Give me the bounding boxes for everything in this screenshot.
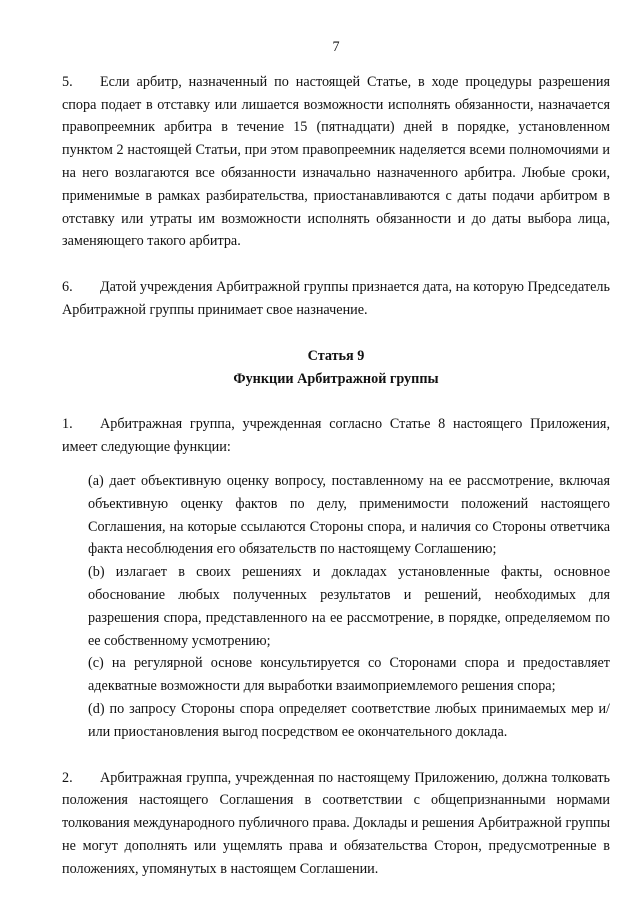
paragraph-number: 5. (62, 73, 73, 90)
function-list (62, 470, 610, 744)
list-item: (b) излагает в своих решениях и докладах установленные факты, основное обоснование любых полученных результатов и решений, необходимых для разрешения спора, представленного на ее рассмотрение, в порядке, определяемом по ее собственному усмотрению; (88, 564, 610, 649)
article-title: Статья 9 (307, 347, 365, 364)
list-item: (a) дает объективную оценку вопросу, поставленному на ее рассмотрение, включая объективную оценку фактов по делу, применимости положений настоящего Соглашения, на которые ссылаются Стороны спора, и наличия со Стороны ответчика факта несоблюдения его обязательств по настоящему Соглашению; (88, 472, 610, 558)
paragraph-5 (62, 71, 610, 253)
paragraph-number: 1. (62, 416, 73, 433)
paragraph-number: 2. (62, 769, 73, 786)
paragraph-text: Арбитражная группа, учрежденная согласно Статье 8 настоящего Приложения, имеет следующие функции: (62, 416, 610, 456)
paragraph-text: Датой учреждения Арбитражной группы признается дата, на которую Председатель Арбитражной группы принимает свое назначение. (62, 279, 610, 318)
article-heading (62, 345, 610, 391)
paragraph-number: 6. (62, 279, 73, 296)
paragraph-6 (62, 276, 610, 322)
list-item: (d) по запросу Стороны спора определяет соответствие любых принимаемых мер и/или приостановления выгод посредством ее окончательного доклада. (88, 700, 610, 740)
paragraph-text: Арбитражная группа, учрежденная по настоящему Приложению, должна толковать положения настоящего Соглашения в соответствии с общепризнанными нормами толкования международного публичного права. Доклады и решения Арбитражной группы не могут дополнять или ущемлять права и обязательства Сторон, предусмотренные в положениях, упомянутых в настоящем Соглашении. (62, 769, 610, 877)
paragraph-text: Если арбитр, назначенный по настоящей Статье, в ходе процедуры разрешения спора подает в отставку или лишается возможности исполнять обязанности, назначается правопреемник арбитра в течение 15 (пятнадцати) дней в порядке, установленном пунктом 2 настоящей Статьи, при этом правопреемник наделяется всеми полномочиями и на него возлагаются все обязанности изначально назначенного арбитра. Любые сроки, применимые в рамках разбирательства, приостанавливаются с даты подачи арбитром в отставку или утраты им возможности исполнять обязанности и до даты выбора лица, заменяющего такого арбитра. (62, 73, 610, 250)
article-subtitle: Функции Арбитражной группы (233, 370, 439, 387)
article-paragraph-1 (62, 413, 610, 459)
page-number: 7 (332, 39, 340, 55)
document-page (62, 36, 610, 904)
list-item: (c) на регулярной основе консультируется со Сторонами спора и предоставляет адекватные возможности для выработки взаимоприемлемого решения спора; (88, 655, 610, 695)
article-paragraph-2 (62, 767, 610, 881)
